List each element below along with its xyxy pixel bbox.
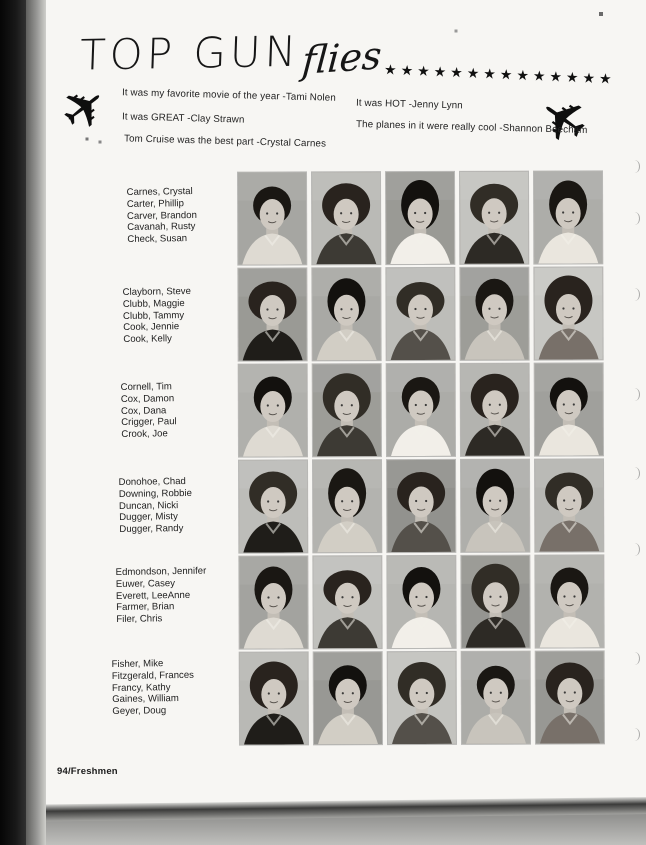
portrait-photo	[387, 364, 455, 456]
portrait-photo	[314, 652, 382, 744]
name-list-group-5	[116, 565, 249, 626]
scan-speckles	[0, 0, 2, 2]
student-name: Clayborn, Steve	[122, 285, 191, 299]
page-bleed-mark	[631, 160, 640, 173]
name-list-group-3	[121, 380, 254, 441]
student-name: Francy, Kathy	[111, 681, 171, 694]
student-name: Everett, LeeAnne	[115, 589, 191, 602]
portrait-photo	[386, 268, 454, 360]
portrait-photo	[388, 652, 456, 744]
student-name: Cook, Jennie	[123, 321, 180, 334]
portrait-photo	[462, 652, 530, 744]
name-list-group-4	[119, 475, 252, 536]
quote-shannon-beecham: The planes in it were really cool -Shannon Beecham	[355, 118, 588, 137]
student-name: Dugger, Misty	[119, 511, 178, 524]
name-list-group-2	[123, 285, 256, 346]
title-script-text: flies	[300, 33, 384, 83]
student-name: Donohoe, Chad	[118, 475, 186, 489]
portrait-photo	[238, 172, 306, 264]
quote-tami-nolen: It was my favorite movie of the year -Tami Nolen	[121, 87, 336, 104]
quote-crystal-carnes: Tom Cruise was the best part -Crystal Carnes	[123, 133, 327, 150]
student-name: Cornell, Tim	[120, 381, 172, 394]
portrait-photo	[535, 363, 603, 455]
student-name: Crook, Joe	[121, 428, 168, 441]
portrait-photo	[238, 268, 306, 360]
portrait-photo	[460, 268, 528, 360]
page-bleed-mark	[631, 388, 640, 401]
student-name: Dugger, Randy	[119, 523, 184, 536]
portrait-photo	[461, 460, 529, 552]
portrait-photo	[239, 460, 307, 552]
student-name: Duncan, Nicki	[118, 499, 179, 512]
student-name: Fitzgerald, Frances	[111, 669, 195, 682]
student-name: Farmer, Brian	[116, 601, 175, 614]
student-name: Euwer, Casey	[115, 577, 176, 590]
airplane-icon-left: ✈	[48, 71, 121, 147]
student-name: Carver, Brandon	[126, 209, 197, 222]
portrait-photo	[535, 555, 603, 647]
student-name: Carter, Phillip	[126, 197, 184, 210]
portrait-photo	[461, 556, 529, 648]
photo-grid	[238, 171, 604, 744]
portrait-photo	[386, 172, 454, 264]
portrait-photo	[313, 556, 381, 648]
portrait-photo	[534, 267, 602, 359]
student-name: Filer, Chris	[116, 613, 163, 626]
student-name: Cavanah, Rusty	[127, 221, 196, 234]
portrait-photo	[460, 172, 528, 264]
portrait-photo	[240, 652, 308, 744]
student-name: Geyer, Doug	[112, 705, 167, 718]
name-list-group-6	[112, 657, 245, 718]
page-bleed-mark	[631, 652, 640, 665]
binding-edge-gray	[26, 0, 46, 845]
student-name: Crigger, Paul	[121, 416, 177, 429]
page-bleed-mark	[631, 467, 640, 480]
portrait-photo	[312, 268, 380, 360]
student-name: Clubb, Maggie	[122, 297, 185, 310]
portrait-photo	[387, 556, 455, 648]
portrait-photo	[313, 460, 381, 552]
student-name: Check, Susan	[127, 233, 188, 246]
portrait-photo	[239, 364, 307, 456]
portrait-photo	[387, 460, 455, 552]
title-main-text: TOP GUN	[79, 26, 301, 80]
page-bleed-mark	[631, 728, 640, 741]
student-name: Clubb, Tammy	[122, 309, 185, 322]
binding-edge-dark	[0, 0, 26, 845]
star-row-icon: ★★★★★★★★★★★★★★	[383, 61, 616, 87]
student-name: Fisher, Mike	[111, 658, 164, 671]
portrait-photo	[534, 171, 602, 263]
portrait-photo	[313, 364, 381, 456]
student-name: Cox, Dana	[120, 404, 167, 417]
student-name: Downing, Robbie	[118, 487, 192, 500]
portrait-photo	[239, 556, 307, 648]
portrait-photo	[461, 364, 529, 456]
page-bleed-mark	[631, 288, 640, 301]
student-name: Carnes, Crystal	[126, 186, 193, 199]
student-name: Cox, Damon	[120, 392, 175, 405]
page-number: 94/Freshmen	[57, 766, 118, 777]
quote-clay-strawn: It was GREAT -Clay Strawn	[121, 111, 245, 126]
student-name: Gaines, William	[112, 693, 179, 706]
portrait-photo	[312, 172, 380, 264]
page-bleed-mark	[631, 212, 640, 225]
page-bleed-mark	[631, 543, 640, 556]
airplane-icon-right: ✈	[524, 80, 602, 162]
student-name: Edmondson, Jennifer	[115, 565, 207, 579]
student-name: Cook, Kelly	[123, 333, 172, 346]
portrait-photo	[536, 651, 604, 743]
quote-jenny-lynn: It was HOT -Jenny Lynn	[355, 97, 463, 112]
page-title	[79, 25, 384, 83]
portrait-photo	[535, 459, 603, 551]
